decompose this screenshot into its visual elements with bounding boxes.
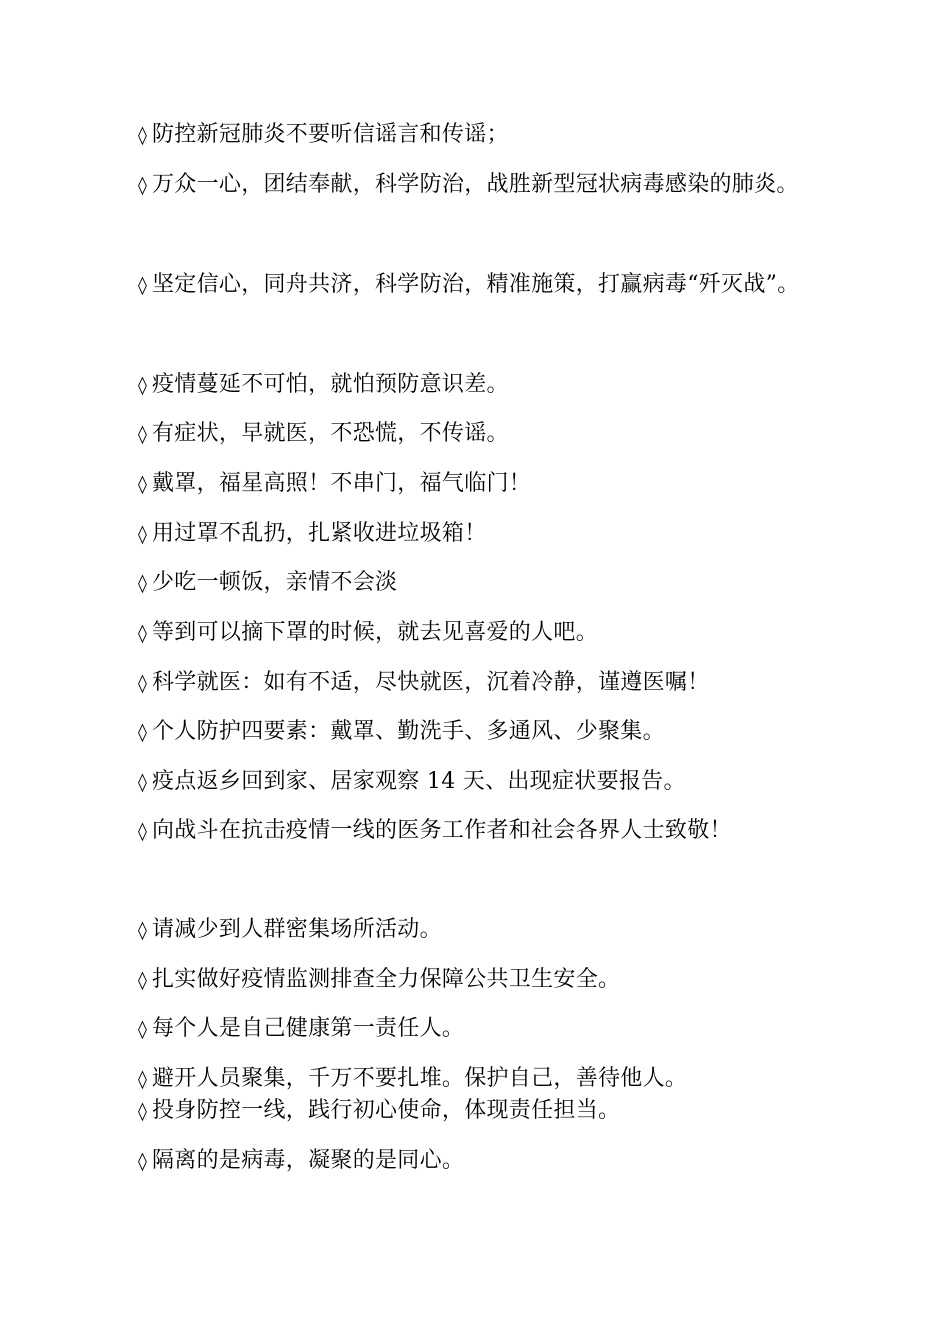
diamond-bullet-icon: ◊ — [138, 772, 148, 793]
slogan-text: 用过罩不乱扔，扎紧收进垃圾箱！ — [152, 521, 487, 546]
diamond-bullet-icon: ◊ — [138, 524, 148, 545]
diamond-bullet-icon: ◊ — [138, 1069, 148, 1090]
slogan-item — [138, 707, 818, 758]
slogan-item — [138, 1004, 818, 1055]
slogan-item — [138, 1086, 818, 1137]
slogan-text: 向战斗在抗击疫情一线的医务工作者和社会各界人士致敬！ — [152, 818, 732, 843]
diamond-bullet-icon: ◊ — [138, 474, 148, 495]
slogan-text: 万众一心，团结奉献，科学防治，战胜新型冠状病毒感染的肺炎。 — [152, 172, 799, 197]
slogan-item — [138, 658, 818, 709]
slogan-text: 避开人员聚集，千万不要扎堆。保护自己，善待他人。 — [152, 1066, 688, 1091]
slogan-text: 疫点返乡回到家、居家观察 14 天、出现症状要报告。 — [152, 769, 686, 794]
slogan-text: 坚定信心，同舟共济，科学防治，精准施策，打赢病毒“歼灭战”。 — [152, 272, 800, 297]
slogan-text: 隔离的是病毒，凝聚的是同心。 — [152, 1148, 465, 1173]
diamond-bullet-icon: ◊ — [138, 970, 148, 991]
slogan-item — [138, 509, 818, 560]
slogan-text: 等到可以摘下罩的时候，就去见喜爱的人吧。 — [152, 620, 599, 645]
slogan-item — [138, 905, 818, 956]
diamond-bullet-icon: ◊ — [138, 722, 148, 743]
slogan-item — [138, 459, 818, 510]
diamond-bullet-icon: ◊ — [138, 424, 148, 445]
slogan-item — [138, 608, 818, 659]
slogan-item — [138, 1136, 818, 1187]
slogan-item — [138, 955, 818, 1006]
slogan-item — [138, 160, 818, 211]
slogan-text: 少吃一顿饭，亲情不会淡 — [152, 570, 398, 595]
slogan-text: 投身防控一线，践行初心使命，体现责任担当。 — [152, 1098, 621, 1123]
slogan-item — [138, 757, 818, 808]
slogan-item — [138, 806, 748, 857]
diamond-bullet-icon: ◊ — [138, 1101, 148, 1122]
diamond-bullet-icon: ◊ — [138, 1151, 148, 1172]
slogan-text: 疫情蔓延不可怕，就怕预防意识差。 — [152, 372, 509, 397]
diamond-bullet-icon: ◊ — [138, 175, 148, 196]
slogan-item — [138, 360, 818, 411]
diamond-bullet-icon: ◊ — [138, 673, 148, 694]
slogan-item — [138, 558, 818, 609]
diamond-bullet-icon: ◊ — [138, 125, 148, 146]
slogan-text: 戴罩，福星高照！不串门，福气临门！ — [152, 471, 532, 496]
diamond-bullet-icon: ◊ — [138, 821, 148, 842]
diamond-bullet-icon: ◊ — [138, 275, 148, 296]
slogan-text: 扎实做好疫情监测排查全力保障公共卫生安全。 — [152, 967, 621, 992]
slogan-text: 有症状，早就医，不恐慌，不传谣。 — [152, 421, 509, 446]
slogan-item — [138, 409, 818, 460]
diamond-bullet-icon: ◊ — [138, 623, 148, 644]
slogan-text: 个人防护四要素：戴罩、勤洗手、多通风、少聚集。 — [152, 719, 665, 744]
diamond-bullet-icon: ◊ — [138, 375, 148, 396]
slogan-text: 防控新冠肺炎不要听信谣言和传谣； — [152, 122, 509, 147]
diamond-bullet-icon: ◊ — [138, 573, 148, 594]
slogan-text: 每个人是自己健康第一责任人。 — [152, 1016, 465, 1041]
slogan-item — [138, 260, 818, 311]
slogan-item — [138, 110, 818, 161]
slogan-text: 请减少到人群密集场所活动。 — [152, 917, 442, 942]
slogan-text: 科学就医：如有不适，尽快就医，沉着冷静，谨遵医嘱！ — [152, 670, 710, 695]
diamond-bullet-icon: ◊ — [138, 920, 148, 941]
diamond-bullet-icon: ◊ — [138, 1019, 148, 1040]
